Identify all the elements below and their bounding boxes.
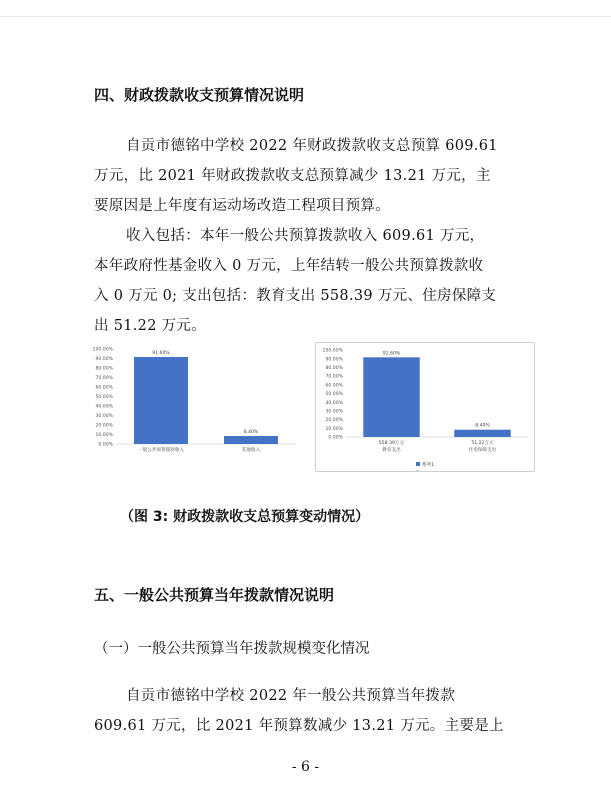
figure-caption: （图 3: 财政拨款收支总预算变动情况） [120, 509, 370, 525]
y-tick-label: 20.00% [325, 418, 343, 424]
y-tick-label: 0.00% [328, 435, 343, 441]
x-tick-label: 一般公共预算拨款收入 [138, 448, 184, 453]
category-value-label: 558.39万元 [378, 441, 405, 446]
page-number: - 6 - [291, 759, 320, 775]
data-label: 8.40% [475, 423, 490, 429]
data-label: 91.60% [382, 351, 401, 357]
text-line: 收入包括：本年一般公共预算拨款收入 609.61 万元， [126, 228, 485, 244]
chart-handle-icon [415, 470, 419, 471]
y-tick-label: 90.00% [95, 357, 113, 363]
x-tick-label: 其他收入 [241, 448, 261, 453]
bar [224, 436, 278, 444]
y-tick-label: 0.00% [98, 442, 113, 448]
y-tick-label: 10.00% [95, 433, 113, 439]
y-tick-label: 50.00% [95, 395, 113, 401]
y-tick-label: 100.00% [92, 347, 113, 353]
category-value-label: 51.22万元 [471, 441, 494, 446]
y-tick-label: 100.00% [322, 348, 343, 354]
legend-swatch [416, 462, 420, 466]
y-tick-label: 70.00% [95, 376, 113, 382]
y-tick-label: 50.00% [325, 392, 343, 398]
section4-paragraph-2 [94, 221, 524, 341]
section5-paragraph [94, 681, 524, 741]
data-label: 8.40% [243, 430, 259, 436]
text-line: 609.61 万元，比 2021 年预算数减少 13.21 万元。主要是上 [94, 718, 504, 734]
text-line: 本年政府性基金收入 0 万元，上年结转一般公共预算拨款收 [94, 258, 484, 274]
y-tick-label: 90.00% [325, 357, 343, 363]
text-line: 入 0 万元 0; 支出包括：教育支出 558.39 万元、住房保障支 [94, 288, 497, 304]
y-tick-label: 10.00% [325, 426, 343, 432]
expense-chart-svg [316, 343, 534, 471]
section4-paragraph-1 [94, 131, 524, 221]
legend-label: 系列1 [422, 463, 435, 468]
data-label: 91.60% [152, 350, 170, 356]
bar [134, 357, 188, 444]
y-tick-label: 40.00% [325, 400, 343, 406]
income-chart-svg [92, 343, 302, 461]
y-tick-label: 30.00% [325, 409, 343, 415]
text-line: 万元，比 2021 年财政拨款收支总预算减少 13.21 万元，主 [94, 168, 491, 184]
text-line: 要原因是上年度有运动场改造工程项目预算。 [94, 198, 390, 214]
x-tick-label: 住房保障支出 [468, 448, 497, 453]
page-top-line [0, 16, 611, 17]
text-line: 自贡市德铭中学校 2022 年财政拨款收支总预算 609.61 [126, 138, 498, 154]
y-tick-label: 80.00% [325, 366, 343, 371]
y-tick-label: 60.00% [325, 383, 343, 389]
text-line: 自贡市德铭中学校 2022 年一般公共预算当年拨款 [126, 688, 456, 704]
section5-subheading: （一）一般公共预算当年拨款规模变化情况 [94, 641, 370, 657]
expense-chart [315, 342, 535, 472]
section4-heading: 四、财政拨款收支预算情况说明 [94, 86, 305, 104]
y-tick-label: 60.00% [95, 385, 113, 391]
y-tick-label: 70.00% [325, 374, 343, 380]
bar [363, 357, 419, 437]
income-chart [92, 343, 302, 461]
y-tick-label: 80.00% [95, 366, 113, 372]
y-tick-label: 20.00% [95, 423, 113, 429]
y-tick-label: 30.00% [95, 414, 113, 420]
text-line: 出 51.22 万元。 [94, 318, 207, 334]
y-tick-label: 40.00% [95, 404, 113, 410]
section5-heading: 五、一般公共预算当年拨款情况说明 [94, 586, 335, 604]
bar [454, 430, 510, 437]
x-tick-label: 教育支出 [382, 448, 401, 453]
